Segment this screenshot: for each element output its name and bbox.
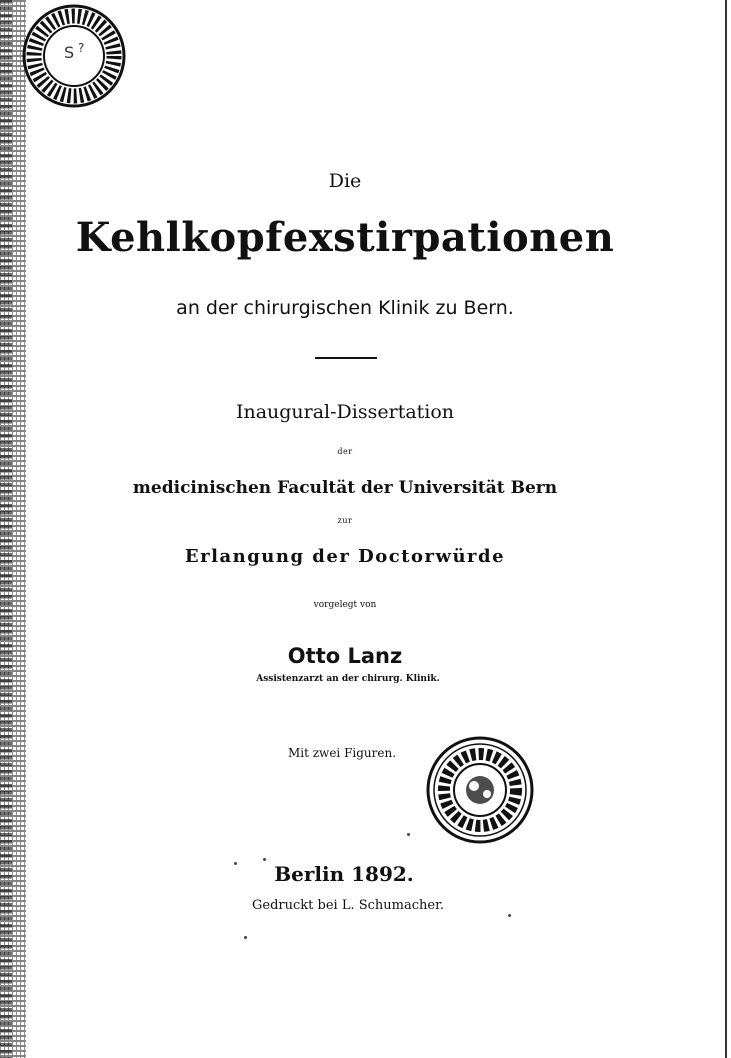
library-stamp-icon: [12, 0, 132, 120]
scanned-binding-edge: [0, 0, 12, 1058]
divider-rule: [315, 357, 377, 359]
library-stamp-icon: [414, 732, 554, 852]
svg-text:S: S: [64, 43, 75, 62]
scan-speck: [508, 914, 511, 917]
svg-text:?: ?: [78, 41, 85, 55]
scanned-right-edge: [725, 0, 727, 1058]
scan-speck: [244, 936, 247, 939]
scan-speck: [263, 858, 266, 861]
scan-speck: [407, 833, 410, 836]
document-page: S ? Die Kehlkopfexstirpationen an der chirurgischen Klinik zu Bern. Inaugural-Dissertation der medicinischen Facultät der Universität Bern zur Erlangung der Doctorwürde vorgelegt von Otto Lanz Assistenzarzt an der chirurg. Klinik. Mit zwei Figuren. Berlin 1892. Gedruckt bei L. Schumacher.: [0, 0, 731, 1058]
scan-speck: [234, 862, 237, 865]
